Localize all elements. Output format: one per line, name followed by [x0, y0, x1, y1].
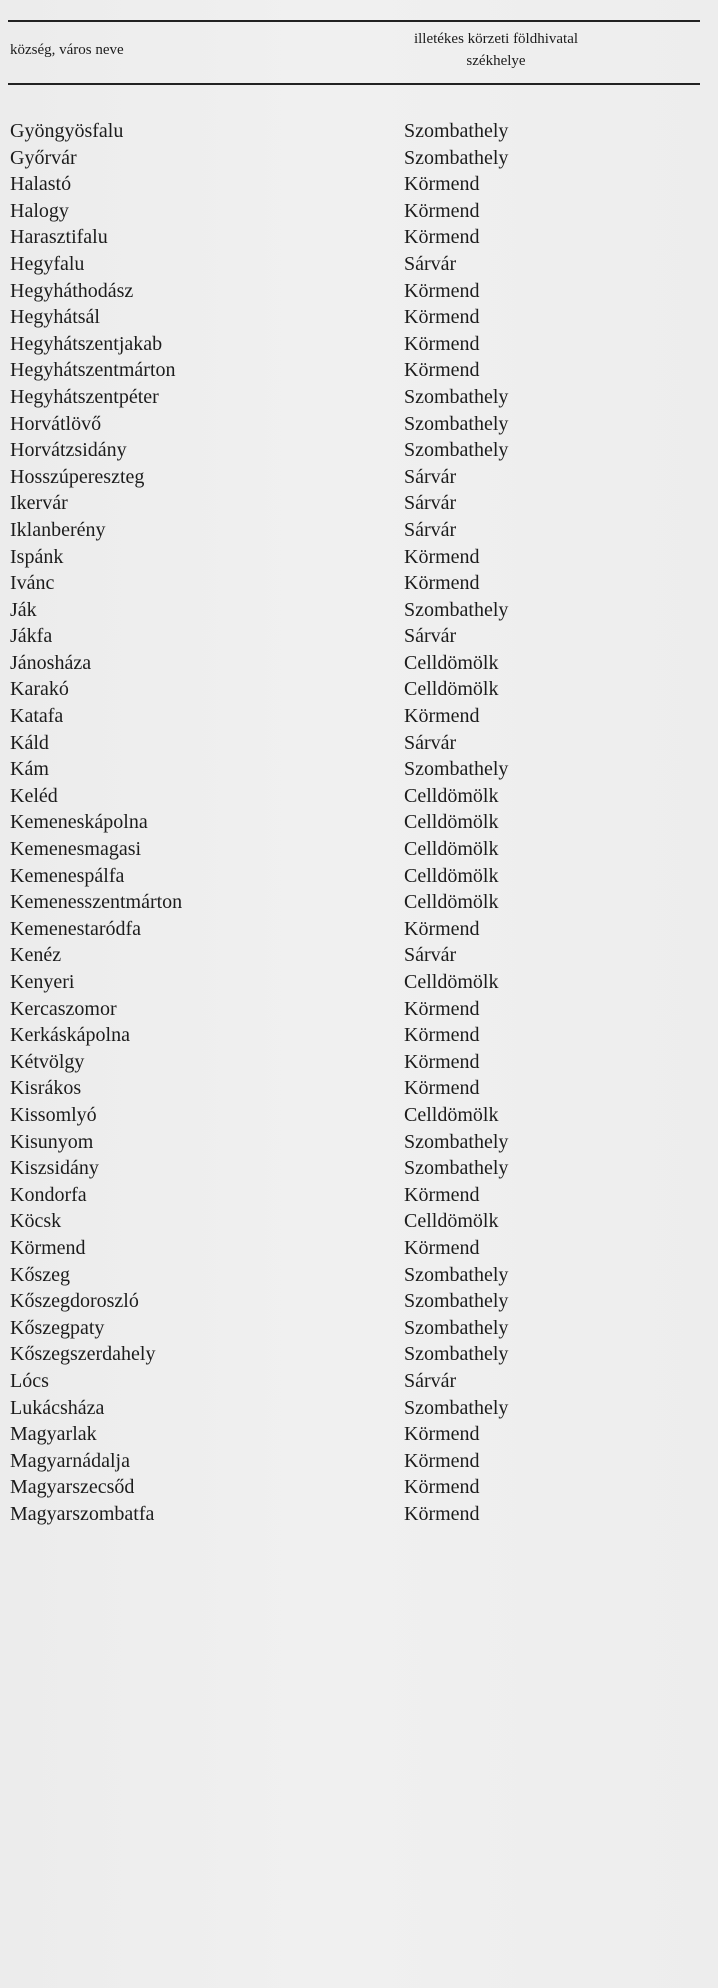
table-row [0, 278, 718, 305]
municipality-name: Hegyfalu [10, 252, 85, 275]
table-row [0, 756, 718, 783]
municipality-name: Harasztifalu [10, 226, 108, 249]
municipality-name: Kám [10, 758, 49, 781]
table-row [0, 490, 718, 517]
land-office-seat: Szombathely [404, 120, 509, 142]
table-row [0, 118, 718, 145]
table-row [0, 1049, 718, 1076]
municipality-name: Kétvölgy [10, 1050, 85, 1073]
land-office-seat: Szombathely [404, 1130, 509, 1153]
land-office-seat: Celldömölk [404, 811, 499, 834]
table-row [0, 996, 718, 1023]
land-office-seat: Szombathely [404, 1157, 509, 1180]
land-office-seat: Szombathely [404, 412, 509, 435]
municipality-name: Ikervár [10, 492, 68, 515]
municipality-name: Kissomlyó [10, 1103, 97, 1126]
land-office-seat: Körmend [404, 572, 480, 595]
land-office-seat: Körmend [404, 1476, 480, 1499]
municipality-name: Kenyeri [10, 971, 75, 993]
land-office-seat: Sárvár [404, 625, 457, 648]
land-office-seat: Szombathely [404, 758, 509, 781]
land-office-seat: Körmend [404, 226, 480, 249]
column-header-land-office [366, 28, 626, 72]
municipality-name: Kemenesszentmárton [10, 891, 183, 914]
land-office-seat: Celldömölk [404, 678, 499, 701]
table-row [0, 1288, 718, 1315]
table-row [0, 1182, 718, 1209]
municipality-name: Horvátlövő [10, 412, 102, 435]
table-row [0, 411, 718, 438]
land-office-seat: Körmend [404, 1236, 480, 1259]
municipality-name: Kőszegdoroszló [10, 1290, 139, 1313]
municipality-name: Kercaszomor [10, 997, 117, 1020]
land-office-seat: Körmend [404, 279, 480, 302]
land-office-seat: Körmend [404, 1077, 480, 1100]
table-row [0, 517, 718, 544]
table-row [0, 1075, 718, 1102]
land-office-seat: Celldömölk [404, 784, 499, 807]
land-office-seat: Szombathely [404, 1263, 509, 1286]
land-office-seat: Sárvár [404, 731, 457, 754]
land-office-seat: Körmend [404, 359, 480, 382]
municipality-name: Gyöngyösfalu [10, 120, 124, 142]
land-office-seat: Körmend [404, 917, 480, 940]
land-office-seat: Körmend [404, 997, 480, 1020]
land-office-seat: Sárvár [404, 944, 457, 967]
table-row [0, 889, 718, 916]
table-row [0, 145, 718, 172]
municipality-name: Katafa [10, 705, 64, 728]
table-row [0, 224, 718, 251]
land-office-seat: Szombathely [404, 598, 509, 621]
municipality-name: Ják [10, 598, 37, 621]
land-office-seat: Celldömölk [404, 971, 499, 993]
table-row [0, 437, 718, 464]
column-header-land-office-line2: székhelye [466, 53, 526, 69]
land-office-seat: Celldömölk [404, 838, 499, 861]
table-row [0, 1235, 718, 1262]
municipality-name: Kisunyom [10, 1130, 94, 1153]
header-bottom-rule [8, 83, 700, 85]
land-office-seat: Celldömölk [404, 1210, 499, 1233]
table-row [0, 783, 718, 810]
land-office-seat: Körmend [404, 199, 480, 222]
municipality-name: Halastó [10, 173, 72, 196]
municipality-name: Kőszegszerdahely [10, 1343, 156, 1366]
table-row [0, 1022, 718, 1049]
municipality-name: Hosszúpereszteg [10, 465, 145, 488]
municipality-name: Karakó [10, 678, 69, 701]
table-row [0, 1395, 718, 1422]
table-row [0, 942, 718, 969]
table-row [0, 1208, 718, 1235]
land-office-seat: Körmend [404, 1183, 480, 1206]
table-row [0, 570, 718, 597]
land-office-seat: Sárvár [404, 1369, 457, 1392]
table-row [0, 1129, 718, 1156]
municipality-name: Lukácsháza [10, 1396, 105, 1419]
table-row [0, 969, 718, 996]
table-row [0, 1315, 718, 1342]
table-row [0, 171, 718, 198]
table-row [0, 1421, 718, 1448]
municipality-name: Iklanberény [10, 518, 106, 541]
municipality-table-body [0, 118, 718, 1527]
table-row [0, 1474, 718, 1501]
municipality-name: Hegyhátsál [10, 306, 100, 329]
table-row [0, 1155, 718, 1182]
table-row [0, 1448, 718, 1475]
municipality-name: Kenéz [10, 944, 62, 967]
land-office-seat: Szombathely [404, 385, 509, 408]
municipality-name: Kondorfa [10, 1183, 87, 1206]
table-row [0, 198, 718, 225]
municipality-name: Hegyhátszentmárton [10, 359, 176, 382]
municipality-name: Magyarszombatfa [10, 1502, 155, 1525]
land-office-seat: Szombathely [404, 1343, 509, 1366]
municipality-name: Kerkáskápolna [10, 1024, 130, 1047]
land-office-seat: Sárvár [404, 518, 457, 541]
column-header-municipality: község, város neve [10, 42, 124, 58]
municipality-name: Keléd [10, 784, 58, 807]
municipality-name: Jákfa [10, 625, 53, 648]
land-office-seat: Körmend [404, 705, 480, 728]
land-office-seat: Körmend [404, 332, 480, 355]
municipality-name: Magyarszecsőd [10, 1476, 135, 1499]
land-office-seat: Szombathely [404, 1396, 509, 1419]
land-office-seat: Körmend [404, 306, 480, 329]
land-office-seat: Körmend [404, 1024, 480, 1047]
municipality-name: Kőszegpaty [10, 1316, 105, 1339]
table-row [0, 384, 718, 411]
municipality-name: Magyarnádalja [10, 1449, 130, 1472]
municipality-name: Káld [10, 731, 49, 754]
table-row [0, 304, 718, 331]
municipality-name: Kisrákos [10, 1077, 82, 1100]
land-office-seat: Körmend [404, 1423, 480, 1446]
municipality-name: Kemenespálfa [10, 864, 125, 887]
land-office-seat: Körmend [404, 1050, 480, 1073]
table-row [0, 357, 718, 384]
municipality-name: Hegyhátszentjakab [10, 332, 163, 355]
table-row [0, 650, 718, 677]
land-office-seat: Sárvár [404, 465, 457, 488]
municipality-name: Kemenesmagasi [10, 838, 142, 861]
land-office-seat: Körmend [404, 545, 480, 568]
land-office-seat: Celldömölk [404, 1103, 499, 1126]
land-office-seat: Szombathely [404, 1316, 509, 1339]
table-row [0, 1501, 718, 1528]
table-row [0, 836, 718, 863]
table-row [0, 703, 718, 730]
municipality-name: Kemenestaródfa [10, 917, 142, 940]
municipality-name: Lócs [10, 1369, 49, 1392]
table-row [0, 544, 718, 571]
municipality-name: Kőszeg [10, 1263, 70, 1286]
land-office-seat: Sárvár [404, 252, 457, 275]
land-office-seat: Sárvár [404, 492, 457, 515]
municipality-name: Ispánk [10, 545, 64, 568]
table-row [0, 809, 718, 836]
municipality-name: Köcsk [10, 1210, 62, 1233]
land-office-seat: Szombathely [404, 439, 509, 462]
table-row [0, 1102, 718, 1129]
table-row [0, 916, 718, 943]
table-row [0, 464, 718, 491]
municipality-name: Magyarlak [10, 1423, 97, 1446]
table-row [0, 1262, 718, 1289]
land-office-seat: Szombathely [404, 1290, 509, 1313]
land-office-seat: Celldömölk [404, 651, 499, 674]
municipality-name: Kiszsidány [10, 1157, 99, 1180]
column-header-land-office-line1: illetékes körzeti földhivatal [413, 31, 579, 47]
table-row [0, 730, 718, 757]
table-row [0, 251, 718, 278]
municipality-name: Halogy [10, 199, 69, 222]
land-office-seat: Celldömölk [404, 891, 499, 914]
municipality-name: Horvátzsidány [10, 439, 127, 462]
municipality-name: Ivánc [10, 572, 55, 595]
municipality-name: Hegyháthodász [10, 279, 134, 302]
municipality-name: Hegyhátszentpéter [10, 385, 159, 408]
municipality-name: Jánosháza [10, 651, 92, 674]
municipality-name: Győrvár [10, 146, 77, 169]
land-office-seat: Körmend [404, 1502, 480, 1525]
land-office-seat: Körmend [404, 1449, 480, 1472]
land-office-seat: Szombathely [404, 146, 509, 169]
table-row [0, 863, 718, 890]
table-row [0, 597, 718, 624]
table-row [0, 331, 718, 358]
municipality-name: Körmend [10, 1236, 86, 1259]
table-row [0, 1368, 718, 1395]
municipality-name: Kemeneskápolna [10, 811, 148, 834]
land-office-seat: Körmend [404, 173, 480, 196]
table-row [0, 623, 718, 650]
table-row [0, 676, 718, 703]
land-office-seat: Celldömölk [404, 864, 499, 887]
table-row [0, 1341, 718, 1368]
header-top-rule [8, 20, 700, 22]
